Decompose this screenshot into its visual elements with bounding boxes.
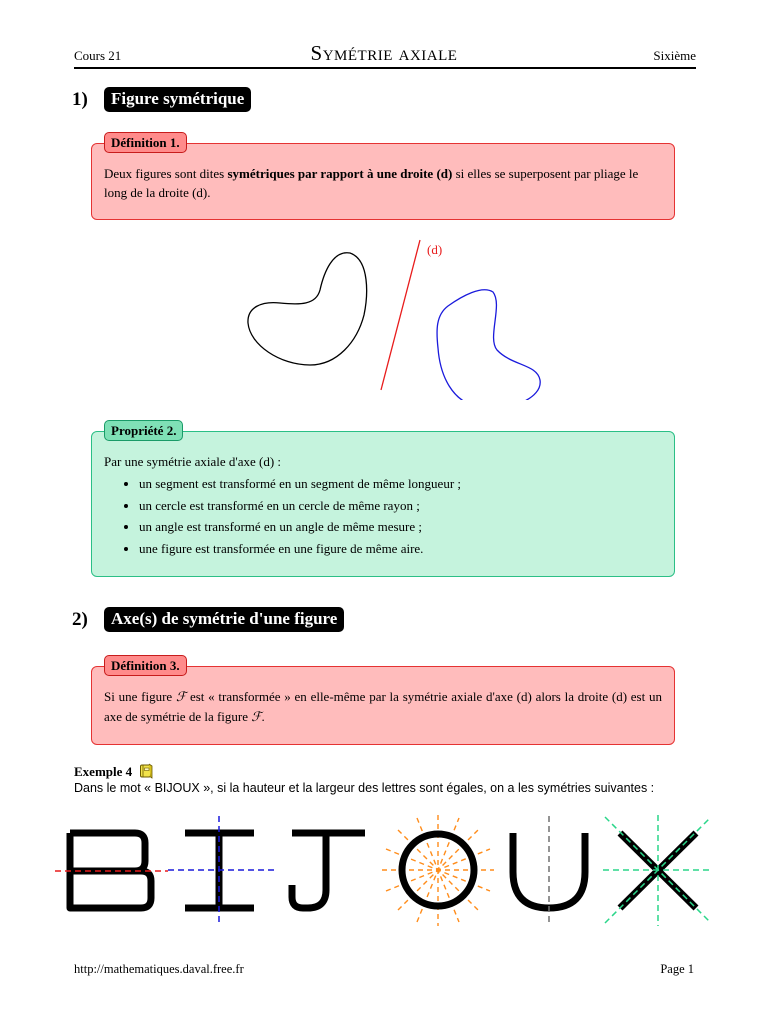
definition-text-start: Deux figures sont dites	[104, 166, 228, 181]
symmetric-shape	[437, 290, 540, 400]
definition-key-term: symétriques par rapport à une droite (d)	[227, 166, 453, 181]
property-tag: Propriété 2.	[104, 420, 183, 441]
property-list	[104, 473, 662, 559]
symmetry-axis-line	[381, 240, 420, 390]
figure-symbol: ℱ	[251, 710, 262, 725]
list-item: • un angle est transformé en un angle de même mesure ;	[139, 516, 662, 538]
section-number: 2)	[72, 608, 88, 630]
letter-b	[55, 833, 168, 908]
x-symmetry-axes	[603, 815, 713, 926]
letter-i	[168, 816, 278, 922]
letter-o	[382, 815, 494, 926]
example-label: Exemple 4	[74, 764, 133, 779]
course-number: Cours 21	[74, 48, 122, 63]
page-title: Symétrie axiale	[310, 41, 458, 65]
section-1-heading	[72, 87, 251, 112]
definition-text	[92, 144, 674, 212]
property-2-box	[91, 423, 675, 577]
symmetry-figure	[0, 230, 768, 400]
definition-text	[92, 667, 674, 737]
definition-tag: Définition 1.	[104, 132, 187, 153]
definition-tag: Définition 3.	[104, 655, 187, 676]
grade-level: Sixième	[653, 48, 696, 63]
letter-j	[292, 833, 365, 908]
figure-symbol: ℱ	[175, 690, 187, 705]
property-body	[92, 432, 674, 569]
definition-1-box	[91, 135, 675, 220]
page-number: Page 1	[660, 962, 694, 976]
definition-text-part-2: est « transformée » en elle-même par la symétrie axiale d'axe (d) alors la droite (d) est un axe de symétrie de la figure	[104, 689, 662, 724]
definition-text-part-1: Si une figure	[104, 689, 176, 704]
definition-text-end: .	[261, 709, 265, 724]
definition-3-box	[91, 658, 675, 745]
example-text: Dans le mot « BIJOUX », si la hauteur et la largeur des lettres sont égales, on a les symétries suivantes :	[74, 781, 655, 795]
letter-u	[513, 816, 585, 922]
original-shape	[248, 253, 367, 365]
letter-x	[603, 815, 713, 926]
section-2-heading	[72, 607, 344, 632]
property-intro: Par une symétrie axiale d'axe (d) :	[104, 454, 282, 469]
book-icon	[139, 763, 153, 783]
bijoux-word-figure	[0, 808, 768, 928]
header-rule	[74, 67, 696, 69]
list-item: • un segment est transformé en un segment de même longueur ;	[139, 473, 662, 495]
section-title: Figure symétrique	[104, 87, 251, 112]
section-number: 1)	[72, 88, 88, 110]
list-item: • une figure est transformée en une figure de même aire.	[139, 538, 662, 560]
footer-url: http://mathematiques.daval.free.fr	[74, 962, 244, 976]
section-title: Axe(s) de symétrie d'une figure	[104, 607, 344, 632]
list-item: • un cercle est transformé en un cercle de même rayon ;	[139, 495, 662, 517]
definition-text-end: si elles se superposent par pliage le long de la droite (d).	[104, 166, 639, 200]
example-4-heading	[74, 763, 153, 783]
axis-label: (d)	[427, 242, 443, 257]
